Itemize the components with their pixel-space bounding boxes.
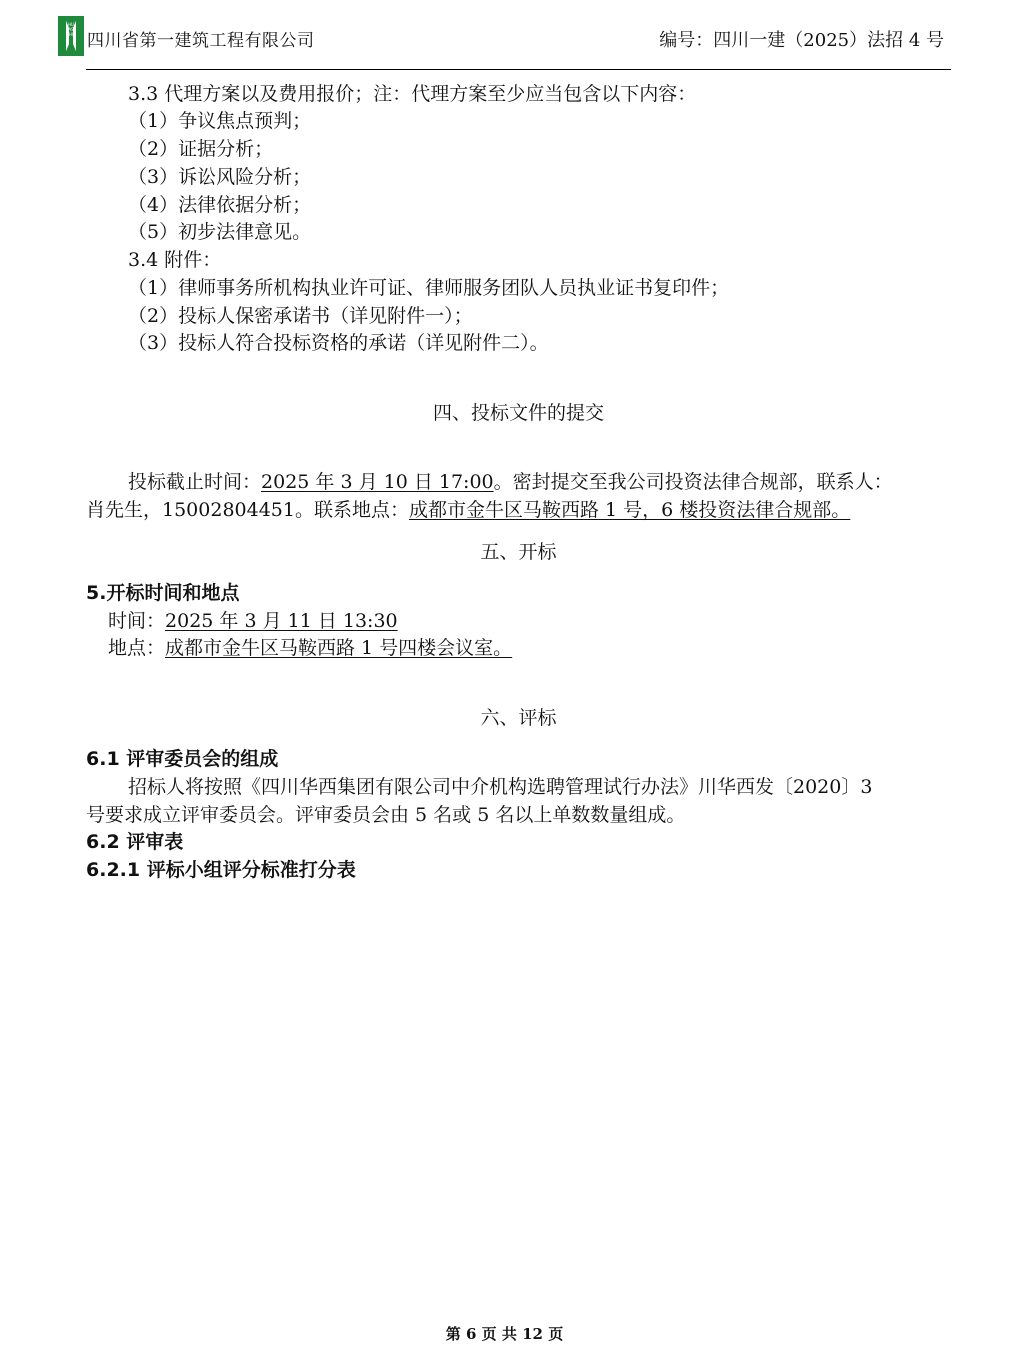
subsection-6-2-1: 6.2.1 评标小组评分标准打分表 — [86, 859, 356, 881]
company-name: 四川省第一建筑工程有限公司 — [87, 31, 315, 51]
logo-left-bar — [58, 16, 66, 56]
place-label: 地点： — [108, 637, 166, 659]
document-number: 编号：四川一建（2025）法招 4 号 — [659, 30, 944, 51]
subsection-6-2: 6.2 评审表 — [86, 831, 184, 853]
subsection-6-1: 6.1 评审委员会的组成 — [86, 748, 279, 770]
committee-paragraph-line-2: 号要求成立评审委员会。评审委员会由 5 名或 5 名以上单数数量组成。 — [86, 804, 686, 826]
place-value: 成都市金牛区马鞍西路 1 号四楼会议室。 — [165, 637, 513, 659]
plan-item: （4）法律依据分析； — [128, 194, 312, 216]
attachment-item: （3）投标人符合投标资格的承诺（详见附件二）。 — [128, 332, 549, 354]
item-3-3: 3.3 代理方案以及费用报价；注：代理方案至少应当包含以下内容： — [128, 83, 697, 105]
page-number: 第 6 页 共 12 页 — [445, 1325, 564, 1343]
section-4-title: 四、投标文件的提交 — [432, 402, 604, 424]
contact-line — [86, 498, 850, 522]
header-divider — [86, 69, 951, 70]
contact-place: 成都市金牛区马鞍西路 1 号，6 楼投资法律合规部。 — [408, 499, 851, 521]
page-header — [58, 14, 950, 70]
huashi-logo-icon — [58, 16, 84, 56]
deadline-label: 投标截止时间： — [128, 471, 262, 493]
section-5-subtitle: 5.开标时间和地点 — [86, 582, 240, 604]
plan-item: （1）争议焦点预判； — [128, 110, 312, 132]
opening-time-line — [108, 609, 398, 633]
section-6-title: 六、评标 — [480, 707, 557, 729]
committee-paragraph-line-1: 招标人将按照《四川华西集团有限公司中介机构选聘管理试行办法》川华西发〔2020〕3 — [128, 776, 873, 798]
time-label: 时间： — [108, 610, 166, 632]
logo-right-bar — [76, 16, 84, 56]
deadline-line — [128, 470, 893, 494]
section-5-title: 五、开标 — [480, 541, 557, 563]
attachment-item: （2）投标人保密承诺书（详见附件一）； — [128, 305, 473, 327]
time-value: 2025 年 3 月 11 日 13:30 — [165, 610, 398, 632]
contact-label: 肖先生，15002804451。联系地点： — [86, 499, 409, 521]
plan-item: （3）诉讼风险分析； — [128, 166, 312, 188]
plan-item: （2）证据分析； — [128, 138, 274, 160]
deadline-suffix: 。密封提交至我公司投资法律合规部，联系人： — [493, 471, 893, 493]
deadline-value: 2025 年 3 月 10 日 17:00 — [261, 471, 494, 493]
attachment-item: （1）律师事务所机构执业许可证、律师服务团队人员执业证书复印件； — [128, 277, 730, 299]
opening-place-line — [108, 636, 512, 660]
logo-text: HUASHI — [68, 22, 74, 37]
plan-item: （5）初步法律意见。 — [128, 221, 312, 243]
item-3-4: 3.4 附件： — [128, 249, 222, 271]
